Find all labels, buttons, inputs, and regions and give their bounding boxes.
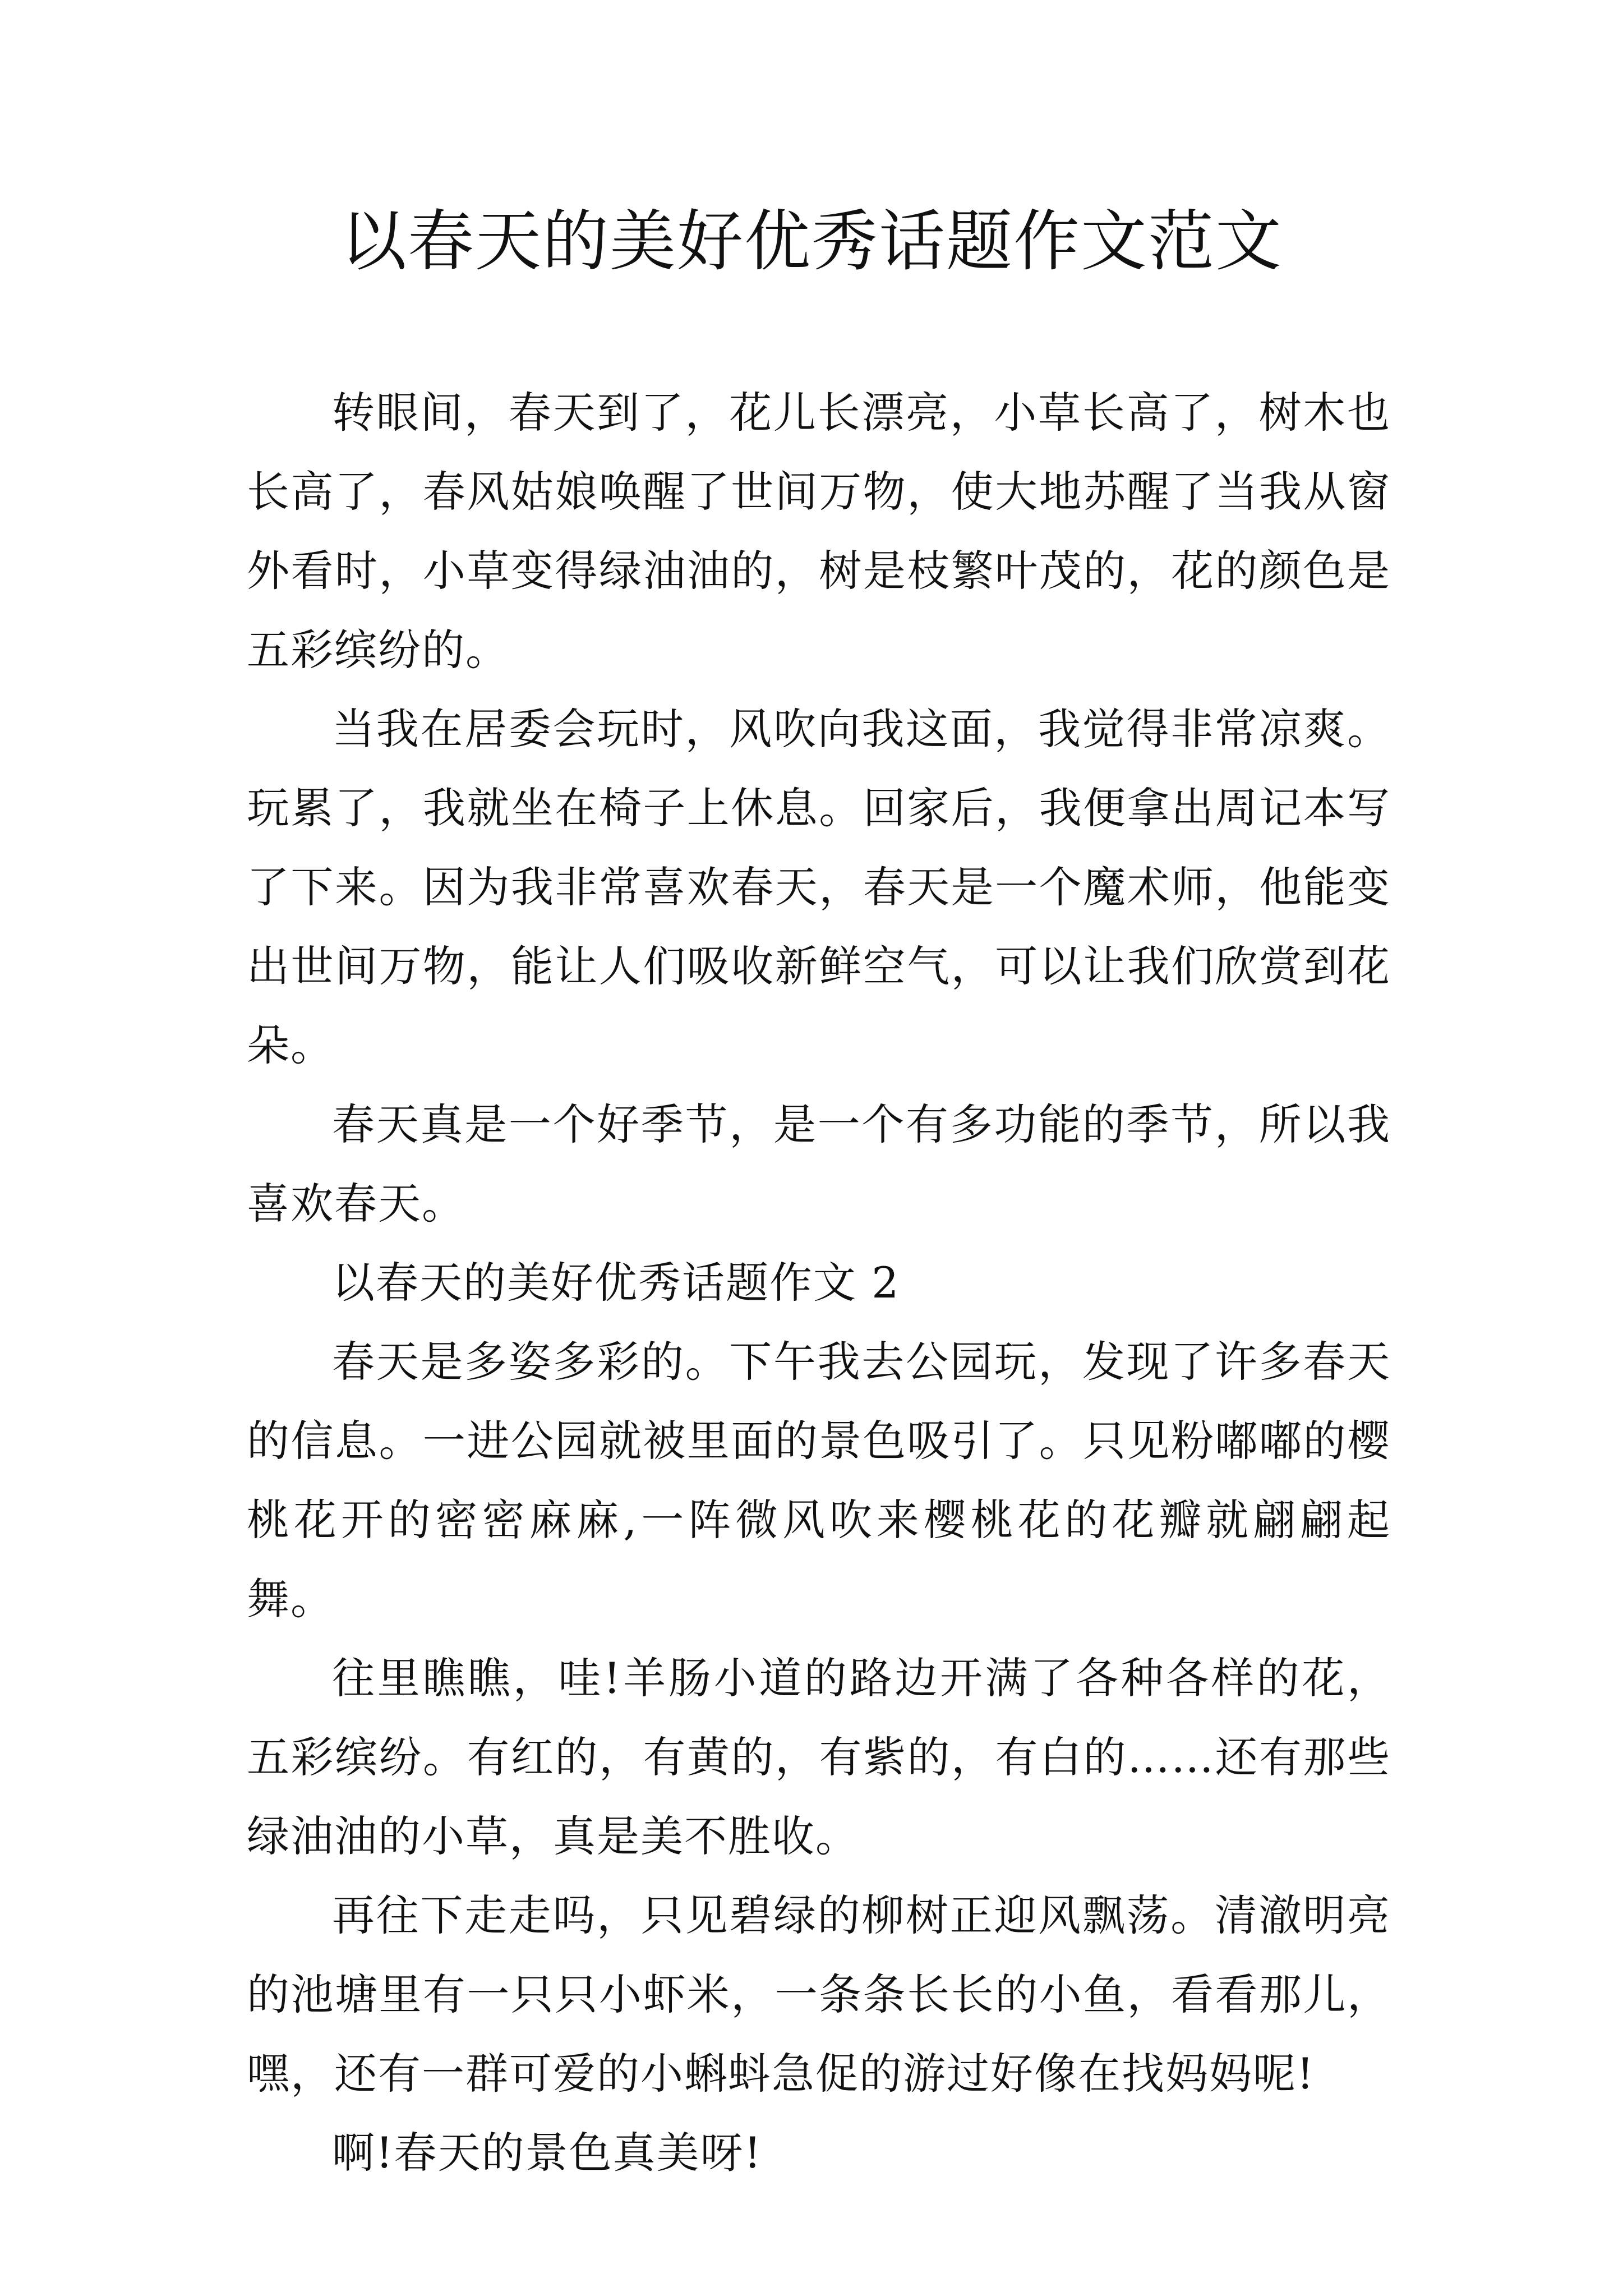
paragraph-3: 春天真是一个好季节，是一个有多功能的季节，所以我喜欢春天。	[247, 1099, 1391, 1228]
section-heading-2: 以春天的美好优秀话题作文 2	[332, 1258, 900, 1308]
paragraph-4: 春天是多姿多彩的。下午我去公园玩，发现了许多春天的信息。一进公园就被里面的景色吸引了。只见粉嘟嘟的樱桃花开的密密麻麻,一阵微风吹来樱桃花的花瓣就翩翩起舞。	[247, 1337, 1391, 1624]
document-title: 以春天的美好优秀话题作文范文	[340, 203, 1283, 280]
paragraph-5: 往里瞧瞧，哇!羊肠小道的路边开满了各种各样的花，五彩缤纷。有红的，有黄的，有紫的，有白的……还有那些绿油油的小草，真是美不胜收。	[247, 1653, 1391, 1861]
paragraph-2: 当我在居委会玩时，风吹向我这面，我觉得非常凉爽。玩累了，我就坐在椅子上休息。回家后，我便拿出周记本写了下来。因为我非常喜欢春天，春天是一个魔术师，他能变出世间万物，能让人们吸收新鲜空气，可以让我们欣赏到花朵。	[247, 704, 1391, 1070]
paragraph-7: 啊!春天的景色真美呀!	[332, 2128, 763, 2178]
paragraph-1: 转眼间，春天到了，花儿长漂亮，小草长高了，树木也长高了，春风姑娘唤醒了世间万物，使大地苏醒了当我从窗外看时，小草变得绿油油的，树是枝繁叶茂的，花的颜色是五彩缤纷的。	[247, 388, 1391, 675]
document-body	[247, 373, 1391, 2192]
paragraph-6: 再往下走走吗，只见碧绿的柳树正迎风飘荡。清澈明亮的池塘里有一只只小虾米，一条条长长的小鱼，看看那儿，嘿，还有一群可爱的小蝌蚪急促的游过好像在找妈妈呢!	[247, 1890, 1391, 2099]
